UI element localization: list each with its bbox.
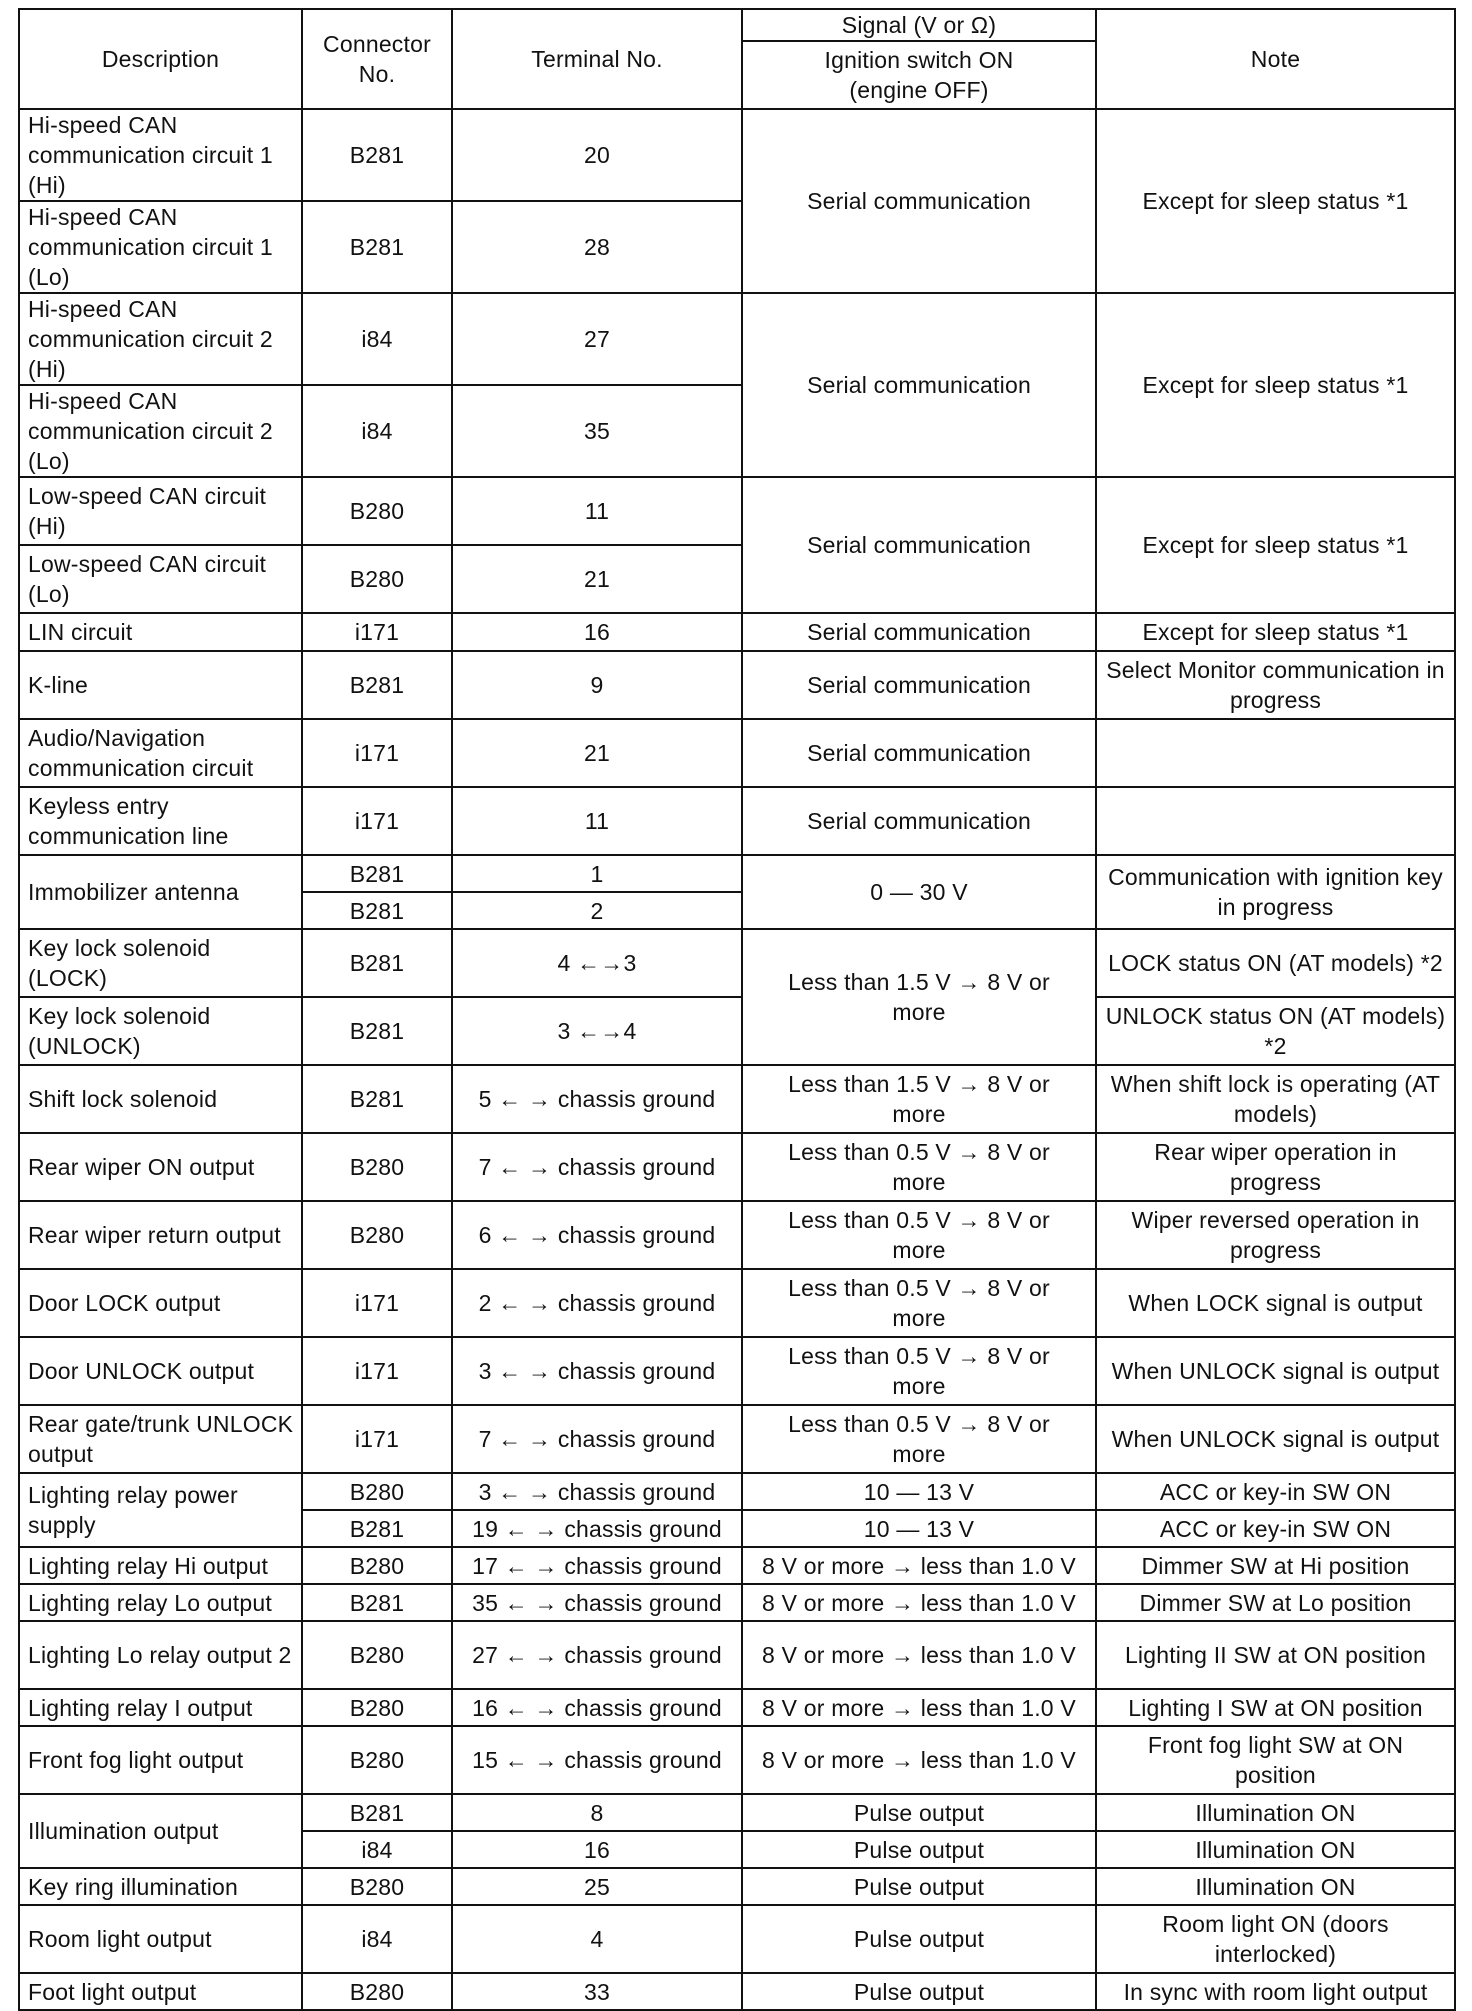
row-terminal: 4 ←→3: [452, 929, 742, 997]
row-terminal: 33: [452, 1973, 742, 2010]
row-signal: Serial communication: [742, 787, 1096, 855]
row-connector: i171: [302, 613, 452, 651]
row-note: Illumination ON: [1096, 1831, 1455, 1868]
row-connector: B280: [302, 1473, 452, 1510]
row-note: Select Monitor communication in progress: [1096, 651, 1455, 719]
row-note: ACC or key-in SW ON: [1096, 1473, 1455, 1510]
row-connector: B280: [302, 1547, 452, 1584]
row-note: Dimmer SW at Lo position: [1096, 1584, 1455, 1621]
row-terminal: 15 ← → chassis ground: [452, 1726, 742, 1794]
row-terminal: 35 ← → chassis ground: [452, 1584, 742, 1621]
row-description: Low-speed CAN circuit (Hi): [19, 477, 302, 545]
row-connector: B280: [302, 545, 452, 613]
row-connector: i84: [302, 293, 452, 385]
row-connector: B281: [302, 892, 452, 929]
row-signal: Serial communication: [742, 477, 1096, 613]
row-description: Room light output: [19, 1905, 302, 1973]
row-terminal: 16: [452, 613, 742, 651]
row-terminal: 16: [452, 1831, 742, 1868]
row-signal: Serial communication: [742, 719, 1096, 787]
row-connector: B281: [302, 651, 452, 719]
terminal-spec-table: [18, 8, 1456, 2011]
row-signal: Less than 0.5 V → 8 V or more: [742, 1133, 1096, 1201]
row-note: LOCK status ON (AT models) *2: [1096, 929, 1455, 997]
row-connector: B280: [302, 1973, 452, 2010]
row-description: K-line: [19, 651, 302, 719]
row-signal: Pulse output: [742, 1794, 1096, 1831]
row-note: Illumination ON: [1096, 1794, 1455, 1831]
row-description: Keyless entry communication line: [19, 787, 302, 855]
row-description: Hi-speed CAN communication circuit 2 (Hi): [19, 293, 302, 385]
row-note: Except for sleep status *1: [1096, 109, 1455, 293]
row-note: In sync with room light output: [1096, 1973, 1455, 2010]
row-description: Lighting Lo relay output 2: [19, 1621, 302, 1689]
row-note: When UNLOCK signal is output: [1096, 1337, 1455, 1405]
row-description: Lighting relay Lo output: [19, 1584, 302, 1621]
row-connector: B281: [302, 929, 452, 997]
row-connector: i171: [302, 1269, 452, 1337]
row-connector: B281: [302, 1584, 452, 1621]
row-signal: 10 — 13 V: [742, 1510, 1096, 1547]
row-note: Front fog light SW at ON position: [1096, 1726, 1455, 1794]
row-description: Shift lock solenoid: [19, 1065, 302, 1133]
row-terminal: 2 ← → chassis ground: [452, 1269, 742, 1337]
row-terminal: 9: [452, 651, 742, 719]
row-note: ACC or key-in SW ON: [1096, 1510, 1455, 1547]
row-connector: B280: [302, 1621, 452, 1689]
row-terminal: 2: [452, 892, 742, 929]
header-connector: Connector No.: [302, 9, 452, 109]
row-terminal: 7 ← → chassis ground: [452, 1133, 742, 1201]
row-terminal: 27: [452, 293, 742, 385]
row-signal: 8 V or more → less than 1.0 V: [742, 1689, 1096, 1726]
row-connector: B281: [302, 109, 452, 201]
row-note: [1096, 719, 1455, 787]
row-terminal: 1: [452, 855, 742, 892]
row-connector: i171: [302, 787, 452, 855]
row-description: Rear wiper return output: [19, 1201, 302, 1269]
row-signal: Less than 0.5 V → 8 V or more: [742, 1337, 1096, 1405]
row-description: Key lock solenoid (LOCK): [19, 929, 302, 997]
row-terminal: 7 ← → chassis ground: [452, 1405, 742, 1473]
header-note: Note: [1096, 9, 1455, 109]
row-note: Wiper reversed operation in progress: [1096, 1201, 1455, 1269]
row-note: When LOCK signal is output: [1096, 1269, 1455, 1337]
row-connector: B281: [302, 201, 452, 293]
row-connector: B280: [302, 1133, 452, 1201]
row-signal: 0 — 30 V: [742, 855, 1096, 929]
row-connector: B280: [302, 1726, 452, 1794]
row-note: UNLOCK status ON (AT models) *2: [1096, 997, 1455, 1065]
row-terminal: 11: [452, 787, 742, 855]
row-signal: Pulse output: [742, 1831, 1096, 1868]
row-signal: Serial communication: [742, 293, 1096, 477]
terminal-spec-table-wrap: [18, 8, 1454, 2011]
row-description: Audio/Navigation communication circuit: [19, 719, 302, 787]
row-note: When shift lock is operating (AT models): [1096, 1065, 1455, 1133]
row-note: Room light ON (doors interlocked): [1096, 1905, 1455, 1973]
row-signal: Less than 0.5 V → 8 V or more: [742, 1201, 1096, 1269]
row-terminal: 21: [452, 545, 742, 613]
row-terminal: 25: [452, 1868, 742, 1905]
row-description: Key lock solenoid (UNLOCK): [19, 997, 302, 1065]
row-note: Lighting II SW at ON position: [1096, 1621, 1455, 1689]
row-description: LIN circuit: [19, 613, 302, 651]
row-signal: 8 V or more → less than 1.0 V: [742, 1584, 1096, 1621]
row-note: Illumination ON: [1096, 1868, 1455, 1905]
row-signal: 10 — 13 V: [742, 1473, 1096, 1510]
row-connector: B280: [302, 1201, 452, 1269]
row-description: Rear wiper ON output: [19, 1133, 302, 1201]
row-connector: B280: [302, 1868, 452, 1905]
row-description: Lighting relay I output: [19, 1689, 302, 1726]
header-signal-condition: Ignition switch ON (engine OFF): [742, 41, 1096, 109]
row-terminal: 3 ←→4: [452, 997, 742, 1065]
row-terminal: 19 ← → chassis ground: [452, 1510, 742, 1547]
row-signal: Serial communication: [742, 651, 1096, 719]
row-signal: Less than 0.5 V → 8 V or more: [742, 1405, 1096, 1473]
row-signal: 8 V or more → less than 1.0 V: [742, 1726, 1096, 1794]
row-signal: 8 V or more → less than 1.0 V: [742, 1621, 1096, 1689]
row-description: Hi-speed CAN communication circuit 2 (Lo): [19, 385, 302, 477]
row-description: Rear gate/trunk UNLOCK output: [19, 1405, 302, 1473]
row-note: Communication with ignition key in progress: [1096, 855, 1455, 929]
row-connector: i171: [302, 1405, 452, 1473]
header-signal: Signal (V or Ω): [742, 9, 1096, 41]
row-signal: 8 V or more → less than 1.0 V: [742, 1547, 1096, 1584]
row-description: Foot light output: [19, 1973, 302, 2010]
row-terminal: 3 ← → chassis ground: [452, 1473, 742, 1510]
row-terminal: 27 ← → chassis ground: [452, 1621, 742, 1689]
row-note: Rear wiper operation in progress: [1096, 1133, 1455, 1201]
row-terminal: 16 ← → chassis ground: [452, 1689, 742, 1726]
row-description: Key ring illumination: [19, 1868, 302, 1905]
row-connector: B281: [302, 855, 452, 892]
row-terminal: 17 ← → chassis ground: [452, 1547, 742, 1584]
row-terminal: 8: [452, 1794, 742, 1831]
row-description: Door LOCK output: [19, 1269, 302, 1337]
row-signal: Less than 1.5 V → 8 V or more: [742, 1065, 1096, 1133]
row-description: Hi-speed CAN communication circuit 1 (Lo): [19, 201, 302, 293]
row-signal: Pulse output: [742, 1905, 1096, 1973]
row-terminal: 4: [452, 1905, 742, 1973]
row-terminal: 11: [452, 477, 742, 545]
row-description: Lighting relay power supply: [19, 1473, 302, 1547]
row-signal: Less than 0.5 V → 8 V or more: [742, 1269, 1096, 1337]
row-note: Except for sleep status *1: [1096, 477, 1455, 613]
row-connector: i84: [302, 1905, 452, 1973]
row-connector: i84: [302, 1831, 452, 1868]
row-connector: B281: [302, 1510, 452, 1547]
row-description: Immobilizer antenna: [19, 855, 302, 929]
row-note: Lighting I SW at ON position: [1096, 1689, 1455, 1726]
row-note: Except for sleep status *1: [1096, 293, 1455, 477]
row-description: Low-speed CAN circuit (Lo): [19, 545, 302, 613]
row-signal: Pulse output: [742, 1973, 1096, 2010]
row-connector: i84: [302, 385, 452, 477]
row-signal: Serial communication: [742, 109, 1096, 293]
row-connector: B280: [302, 477, 452, 545]
row-terminal: 28: [452, 201, 742, 293]
row-connector: B281: [302, 997, 452, 1065]
row-connector: B280: [302, 1689, 452, 1726]
row-signal: Pulse output: [742, 1868, 1096, 1905]
row-terminal: 6 ← → chassis ground: [452, 1201, 742, 1269]
row-connector: i171: [302, 719, 452, 787]
row-terminal: 5 ← → chassis ground: [452, 1065, 742, 1133]
row-connector: B281: [302, 1794, 452, 1831]
header-terminal: Terminal No.: [452, 9, 742, 109]
row-terminal: 35: [452, 385, 742, 477]
header-description: Description: [19, 9, 302, 109]
row-note: When UNLOCK signal is output: [1096, 1405, 1455, 1473]
row-signal: Less than 1.5 V → 8 V or more: [742, 929, 1096, 1065]
row-note: [1096, 787, 1455, 855]
row-description: Lighting relay Hi output: [19, 1547, 302, 1584]
row-description: Illumination output: [19, 1794, 302, 1868]
row-connector: B281: [302, 1065, 452, 1133]
row-description: Door UNLOCK output: [19, 1337, 302, 1405]
row-connector: i171: [302, 1337, 452, 1405]
row-note: Dimmer SW at Hi position: [1096, 1547, 1455, 1584]
row-signal: Serial communication: [742, 613, 1096, 651]
row-description: Front fog light output: [19, 1726, 302, 1794]
row-description: Hi-speed CAN communication circuit 1 (Hi): [19, 109, 302, 201]
row-terminal: 3 ← → chassis ground: [452, 1337, 742, 1405]
row-note: Except for sleep status *1: [1096, 613, 1455, 651]
row-terminal: 21: [452, 719, 742, 787]
row-terminal: 20: [452, 109, 742, 201]
